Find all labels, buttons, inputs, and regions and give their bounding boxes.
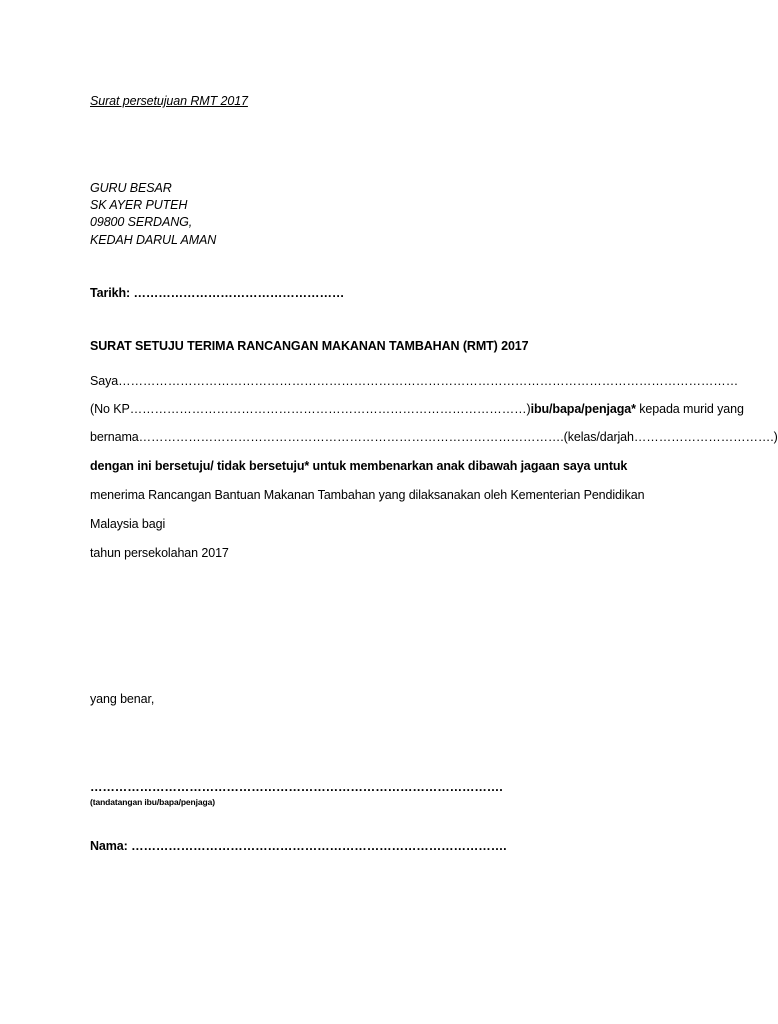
kelas-close: ) (773, 430, 778, 444)
consent-options: bersetuju/ tidak bersetuju* (154, 459, 310, 473)
body-line-7: tahun persekolahan 2017 (90, 546, 229, 560)
name-label: Nama: (90, 839, 128, 853)
name-dots: ………………………………………………………………………………. (127, 839, 507, 853)
nokp-close: ) (526, 402, 531, 416)
saya-dots: …………………………………………………………………………………………………………………………………… (118, 374, 739, 388)
body-line-saya (90, 373, 738, 389)
body-line-bernama (90, 429, 778, 445)
bernama-dots: …………………………………………………………………………………………. (138, 430, 564, 444)
saya-label: Saya (90, 374, 119, 388)
date-dots: …………………………………………… (133, 286, 345, 300)
letter-title: Surat persetujuan RMT 2017 (90, 94, 248, 108)
address-line-4: KEDAH DARUL AMAN (90, 233, 217, 247)
relation-options: ibu/bapa/penjaga* (530, 402, 636, 416)
address-line-3: 09800 SERDANG, (90, 215, 193, 229)
body-line-6: Malaysia bagi (90, 517, 166, 531)
body-line-5: menerima Rancangan Bantuan Makanan Tambahan yang dilaksanakan oleh Kementerian Pendidikan (90, 488, 645, 502)
kelas-label: (kelas/darjah (563, 430, 634, 444)
body-line-consent (90, 458, 627, 474)
date-label: Tarikh: (90, 286, 131, 300)
bernama-label: bernama (90, 430, 139, 444)
body-line-nokp (90, 401, 744, 417)
date-line (90, 285, 344, 301)
nokp-open: (No KP (90, 402, 130, 416)
consent-suffix: untuk membenarkan anak dibawah jagaan saya untuk (309, 459, 628, 473)
address-line-2: SK AYER PUTEH (90, 198, 188, 212)
nokp-dots: …………………………………………………………………………………… (129, 402, 527, 416)
address-line-1: GURU BESAR (90, 181, 172, 195)
closing-text: yang benar, (90, 692, 155, 706)
consent-prefix: dengan ini (90, 459, 155, 473)
kelas-dots: ……………………………. (633, 430, 774, 444)
letter-subject: SURAT SETUJU TERIMA RANCANGAN MAKANAN TAMBAHAN (RMT) 2017 (90, 339, 529, 353)
name-line (90, 838, 506, 854)
signature-line: ………………………………………………………………………………………. (90, 780, 503, 794)
kepada-text: kepada murid yang (635, 402, 744, 416)
signature-caption: (tandatangan ibu/bapa/penjaga) (90, 797, 215, 807)
